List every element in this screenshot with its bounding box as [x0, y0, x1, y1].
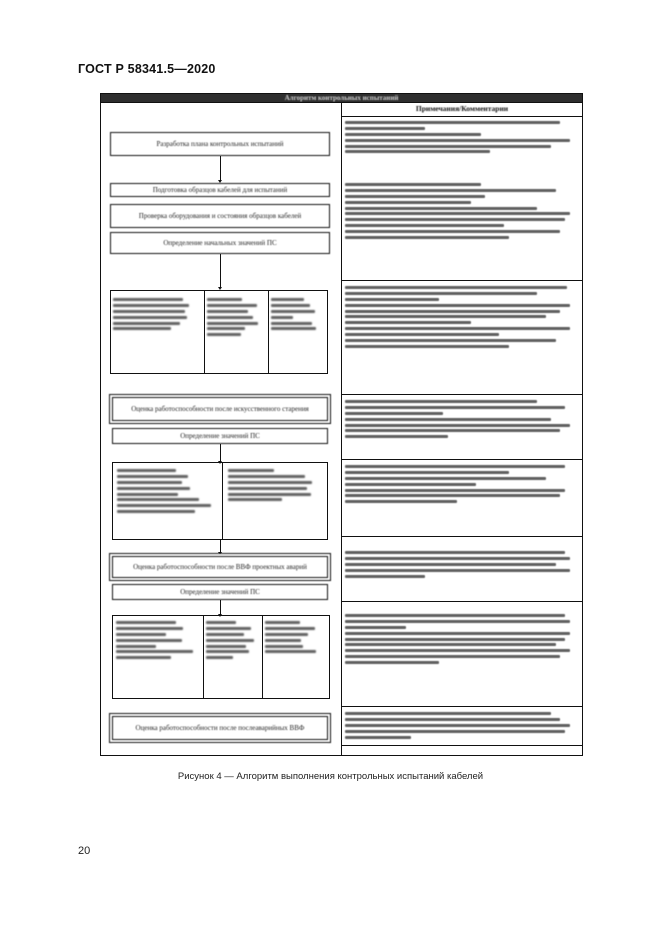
flow-box-prepare-samples: Подготовка образцов кабелей для испытаний	[110, 183, 330, 197]
flow-arrow	[220, 540, 221, 552]
flow-group-divider	[268, 290, 269, 374]
flow-arrow	[220, 444, 221, 461]
comment-divider	[342, 280, 582, 281]
flow-cell-hvf-tests	[117, 467, 219, 516]
flow-box-aging-check: Оценка работоспособности после искусственного старения	[112, 397, 328, 421]
comment-block-2	[345, 181, 579, 242]
flow-cell-post-accident-assessment	[206, 619, 260, 662]
flow-cell-aging-evaluation	[271, 296, 326, 333]
comment-divider	[342, 536, 582, 537]
flow-cell-post-accident-tests	[116, 619, 200, 662]
comment-divider	[342, 706, 582, 707]
flow-arrow	[220, 156, 221, 180]
comment-block-6	[345, 549, 579, 580]
flow-box-values-3: Определение значений ПС	[112, 584, 328, 600]
flow-cell-post-accident-evaluation	[265, 619, 327, 656]
flow-box-develop-program: Разработка плана контрольных испытаний	[110, 132, 330, 156]
flow-box-initial-values: Определение начальных значений ПС	[110, 232, 330, 254]
comment-divider	[342, 459, 582, 460]
comment-block-5	[345, 463, 579, 506]
document-header: ГОСТ Р 58341.5—2020	[78, 62, 216, 76]
flow-box-check-equipment: Проверка оборудования и состояния образцов кабелей	[110, 204, 330, 228]
comments-header-rule	[342, 116, 582, 117]
comment-divider	[342, 745, 582, 746]
flow-group-divider	[222, 462, 223, 540]
flow-arrow	[220, 254, 221, 287]
figure-caption: Рисунок 4 — Алгоритм выполнения контрольных испытаний кабелей	[177, 771, 484, 782]
flow-arrow	[220, 600, 221, 614]
comment-block-4	[345, 398, 579, 441]
comment-divider	[342, 394, 582, 395]
comment-block-8	[345, 710, 579, 741]
flow-group-divider	[203, 615, 204, 699]
flow-box-post-accident-check: Оценка работоспособности после послеаварийных ВВФ	[112, 716, 328, 740]
flow-group-divider	[262, 615, 263, 699]
comment-block-1	[345, 119, 579, 156]
page-number: 20	[78, 845, 91, 857]
comment-block-3	[345, 284, 579, 351]
comment-block-7	[345, 612, 579, 667]
flow-cell-hvf-control	[228, 467, 324, 504]
flow-cell-thermal-aging	[113, 296, 201, 333]
flow-box-values-2: Определение значений ПС	[112, 428, 328, 444]
flow-spacer	[112, 744, 328, 746]
flow-box-hvf-check: Оценка работоспособности после ВВФ проектных аварий	[112, 556, 328, 578]
figure-title: Алгоритм контрольных испытаний	[284, 94, 399, 102]
flow-group-divider	[204, 290, 205, 374]
flow-cell-aging-assessment	[207, 296, 265, 339]
column-divider	[341, 102, 342, 755]
comments-header: Примечания/Комментарии	[415, 104, 509, 113]
comment-divider	[342, 601, 582, 602]
